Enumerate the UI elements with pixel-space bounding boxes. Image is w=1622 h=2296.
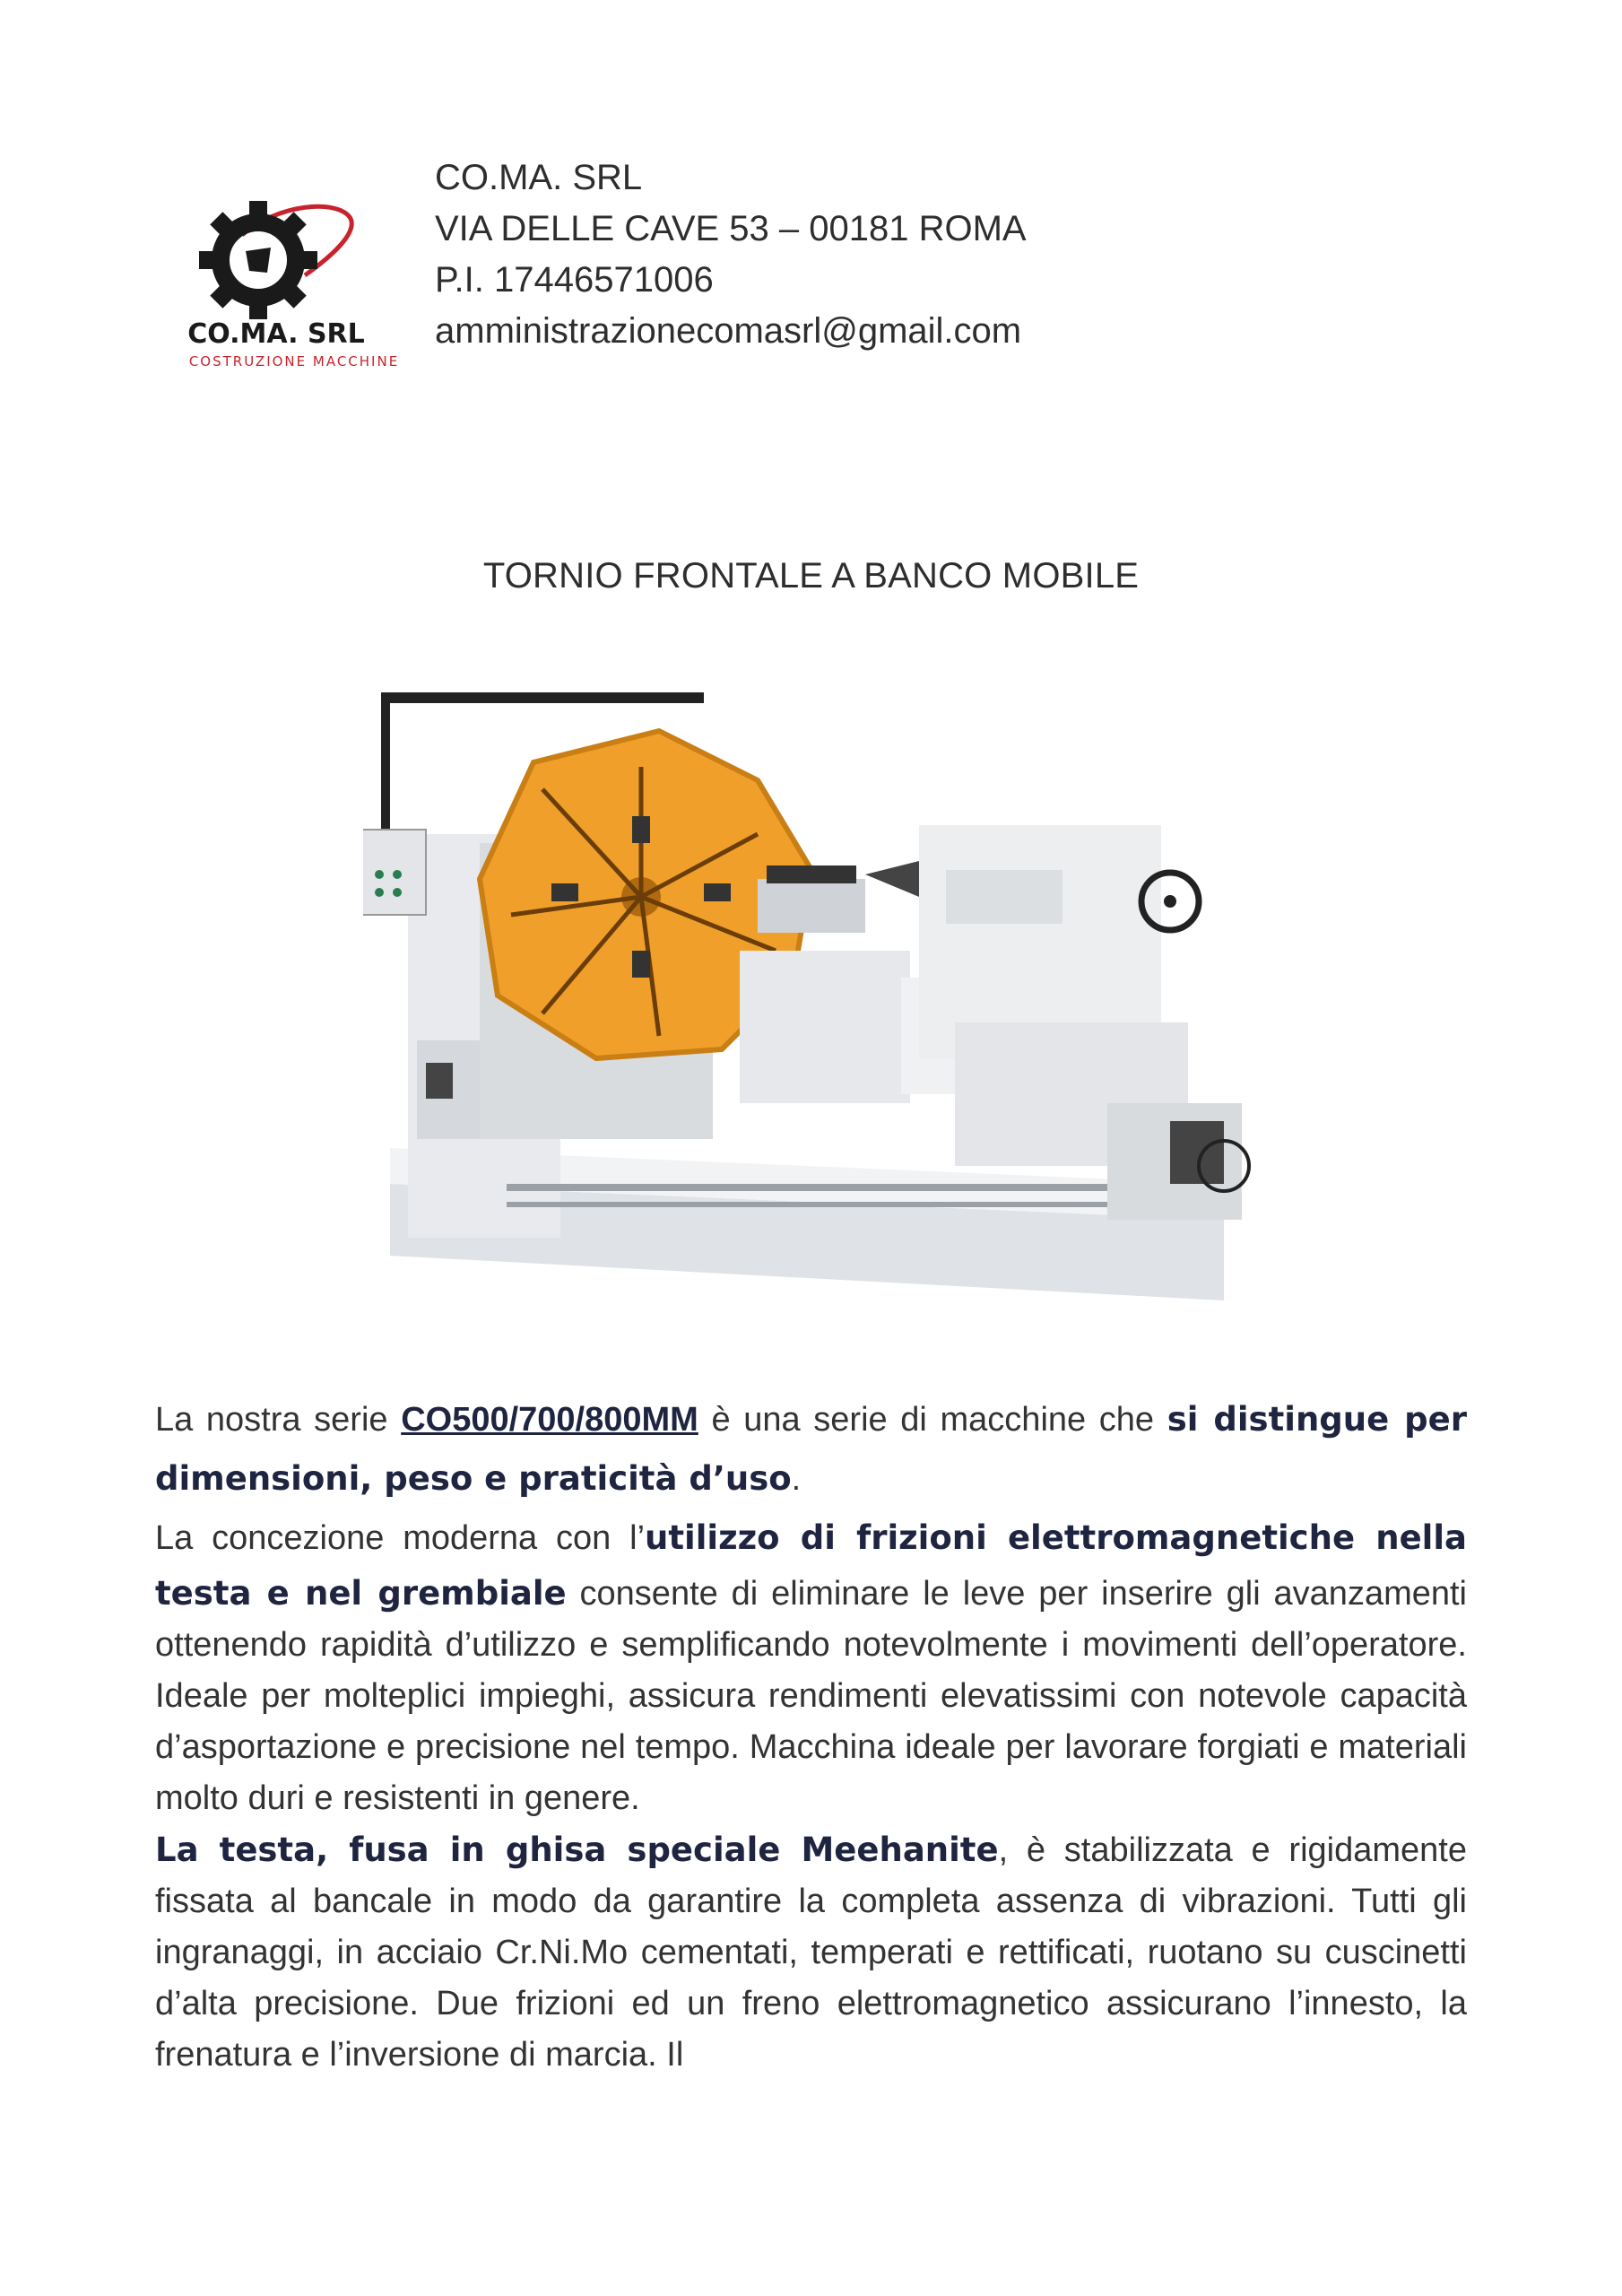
text: è una serie di macchine che (698, 1401, 1167, 1439)
company-name: CO.MA. SRL (435, 158, 643, 197)
company-vat: P.I. 17446571006 (435, 260, 714, 300)
logo-tagline: COSTRUZIONE MACCHINE (188, 353, 400, 370)
bold-text: La testa, fusa in ghisa speciale Meehanite (155, 1831, 999, 1869)
gear-logo-icon (179, 199, 423, 378)
paragraph-intro (155, 1390, 1467, 1509)
company-email: amministrazionecomasrl@gmail.com (435, 311, 1022, 351)
paragraph-headstock (155, 1824, 1467, 2081)
lathe-machine-image (363, 682, 1314, 1309)
bold-text: utilizzo di frizioni elettromagnetiche nella testa e nel grembiale (155, 1518, 1467, 1613)
logo-name: CO.MA. SRL (187, 318, 365, 350)
body-text (155, 1390, 1467, 2081)
text: , è stabilizzata e rigidamente fissata al bancale in modo da garantire la completa assenza di vibrazioni. Tutti gli ingranaggi, in acciaio Cr.Ni.Mo cementati, temperati e rettificati, ruotano su cuscinetti d’alta precisione. Due frizioni ed un freno elettromagnetico assicurano l’innesto, la frenatura e l’inversione di marcia. Il (155, 1831, 1467, 2074)
text: La concezione moderna con l’ (155, 1519, 646, 1557)
document-title: TORNIO FRONTALE A BANCO MOBILE (482, 556, 1140, 596)
text: La nostra serie (155, 1401, 402, 1439)
bold-text: si distingue per dimensioni, peso e praticità d’uso (155, 1400, 1468, 1498)
text: consente di eliminare le leve per inserire gli avanzamenti ottenendo rapidità d’utilizzo e semplificando notevolmente i movimenti dell’operatore. Ideale per molteplici impieghi, assicura rendimenti elevatissimi con notevole capacità d’asportazione e precisione nel tempo. Macchina ideale per lavorare forgiati e materiali molto duri e resistenti in genere. (155, 1575, 1467, 1817)
text: . (791, 1460, 802, 1498)
company-logo (179, 199, 423, 378)
company-info (435, 152, 1027, 357)
company-address: VIA DELLE CAVE 53 – 00181 ROMA (435, 209, 1027, 248)
paragraph-concept (155, 1509, 1467, 1824)
series-name: CO500/700/800MM (401, 1401, 698, 1439)
